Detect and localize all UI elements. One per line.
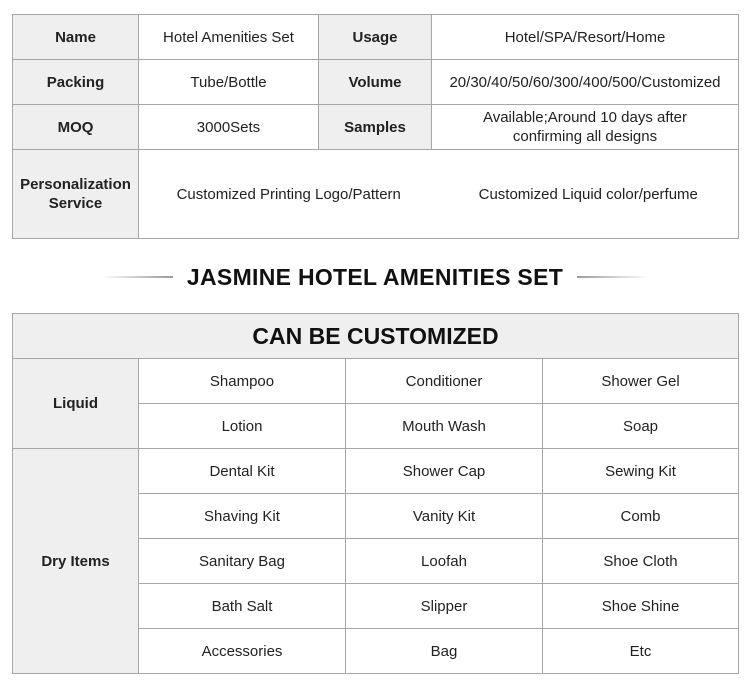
spec-table — [12, 14, 739, 239]
personalization-value — [139, 150, 739, 239]
dry-item: Etc — [543, 629, 739, 674]
samples-value-line1: Available;Around 10 days after — [482, 109, 688, 126]
personalization-option-liquid: Customized Liquid color/perfume — [478, 185, 698, 203]
liquid-item: Soap — [543, 404, 739, 449]
dry-item: Sanitary Bag — [139, 539, 346, 584]
personalization-label — [13, 150, 139, 239]
section-title-bar — [0, 260, 750, 294]
spec-row-moq — [13, 105, 739, 150]
samples-value — [432, 105, 739, 150]
moq-label: MOQ — [13, 105, 139, 150]
name-value: Hotel Amenities Set — [139, 15, 319, 60]
customization-table — [12, 313, 739, 674]
volume-value: 20/30/40/50/60/300/400/500/Customized — [432, 60, 739, 105]
usage-value: Hotel/SPA/Resort/Home — [432, 15, 739, 60]
liquid-item: Lotion — [139, 404, 346, 449]
dry-item: Shoe Cloth — [543, 539, 739, 584]
liquid-item: Shampoo — [139, 359, 346, 404]
liquid-item: Conditioner — [346, 359, 543, 404]
spec-row-packing — [13, 60, 739, 105]
name-label: Name — [13, 15, 139, 60]
usage-label: Usage — [319, 15, 432, 60]
dry-item: Shoe Shine — [543, 584, 739, 629]
customization-header-row — [13, 314, 739, 359]
dry-item: Shower Cap — [346, 449, 543, 494]
dry-item: Sewing Kit — [543, 449, 739, 494]
dry-item: Dental Kit — [139, 449, 346, 494]
dry-items-label: Dry Items — [13, 449, 139, 674]
title-divider-left — [101, 276, 173, 278]
table-row — [13, 359, 739, 404]
section-title: JASMINE HOTEL AMENITIES SET — [186, 263, 564, 290]
personalization-label-line1: Personalization — [20, 176, 131, 193]
samples-value-line2: confirming all designs — [512, 128, 658, 145]
title-divider-right — [577, 276, 649, 278]
dry-item: Bag — [346, 629, 543, 674]
table-row — [13, 449, 739, 494]
dry-item: Comb — [543, 494, 739, 539]
moq-value: 3000Sets — [139, 105, 319, 150]
customization-header: CAN BE CUSTOMIZED — [13, 314, 739, 359]
packing-label: Packing — [13, 60, 139, 105]
volume-label: Volume — [319, 60, 432, 105]
spec-row-personalization — [13, 150, 739, 239]
spec-row-name — [13, 15, 739, 60]
dry-item: Bath Salt — [139, 584, 346, 629]
dry-item: Shaving Kit — [139, 494, 346, 539]
samples-label: Samples — [319, 105, 432, 150]
packing-value: Tube/Bottle — [139, 60, 319, 105]
liquid-label: Liquid — [13, 359, 139, 449]
dry-item: Slipper — [346, 584, 543, 629]
dry-item: Accessories — [139, 629, 346, 674]
personalization-option-printing: Customized Printing Logo/Pattern — [176, 185, 401, 203]
dry-item: Loofah — [346, 539, 543, 584]
dry-item: Vanity Kit — [346, 494, 543, 539]
personalization-label-line2: Service — [48, 195, 103, 212]
liquid-item: Mouth Wash — [346, 404, 543, 449]
liquid-item: Shower Gel — [543, 359, 739, 404]
